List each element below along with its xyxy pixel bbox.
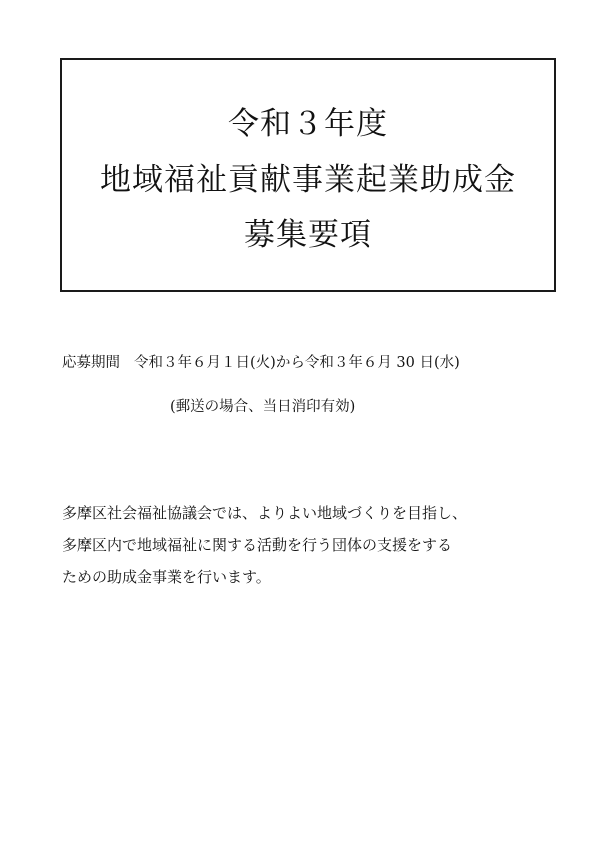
description-line: 多摩区内で地域福祉に関する活動を行う団体の支援をする (62, 536, 453, 554)
title-box (60, 58, 556, 292)
description-line: 多摩区社会福祉協議会では、よりよい地域づくりを目指し、 (62, 504, 468, 522)
description-paragraph (62, 497, 552, 593)
description-line: ための助成金事業を行います。 (62, 568, 271, 586)
application-period-value: 令和３年６月１日(火)から令和３年６月 30 日(水) (134, 355, 460, 371)
title-program-name: 地域福祉貢献事業起業助成金 (100, 162, 516, 198)
application-period (62, 353, 460, 373)
application-period-label: 応募期間 (62, 355, 120, 371)
application-period-note: (郵送の場合、当日消印有効) (170, 399, 356, 415)
title-fiscal-year: 令和３年度 (228, 106, 388, 142)
title-guidelines: 募集要項 (244, 217, 372, 253)
